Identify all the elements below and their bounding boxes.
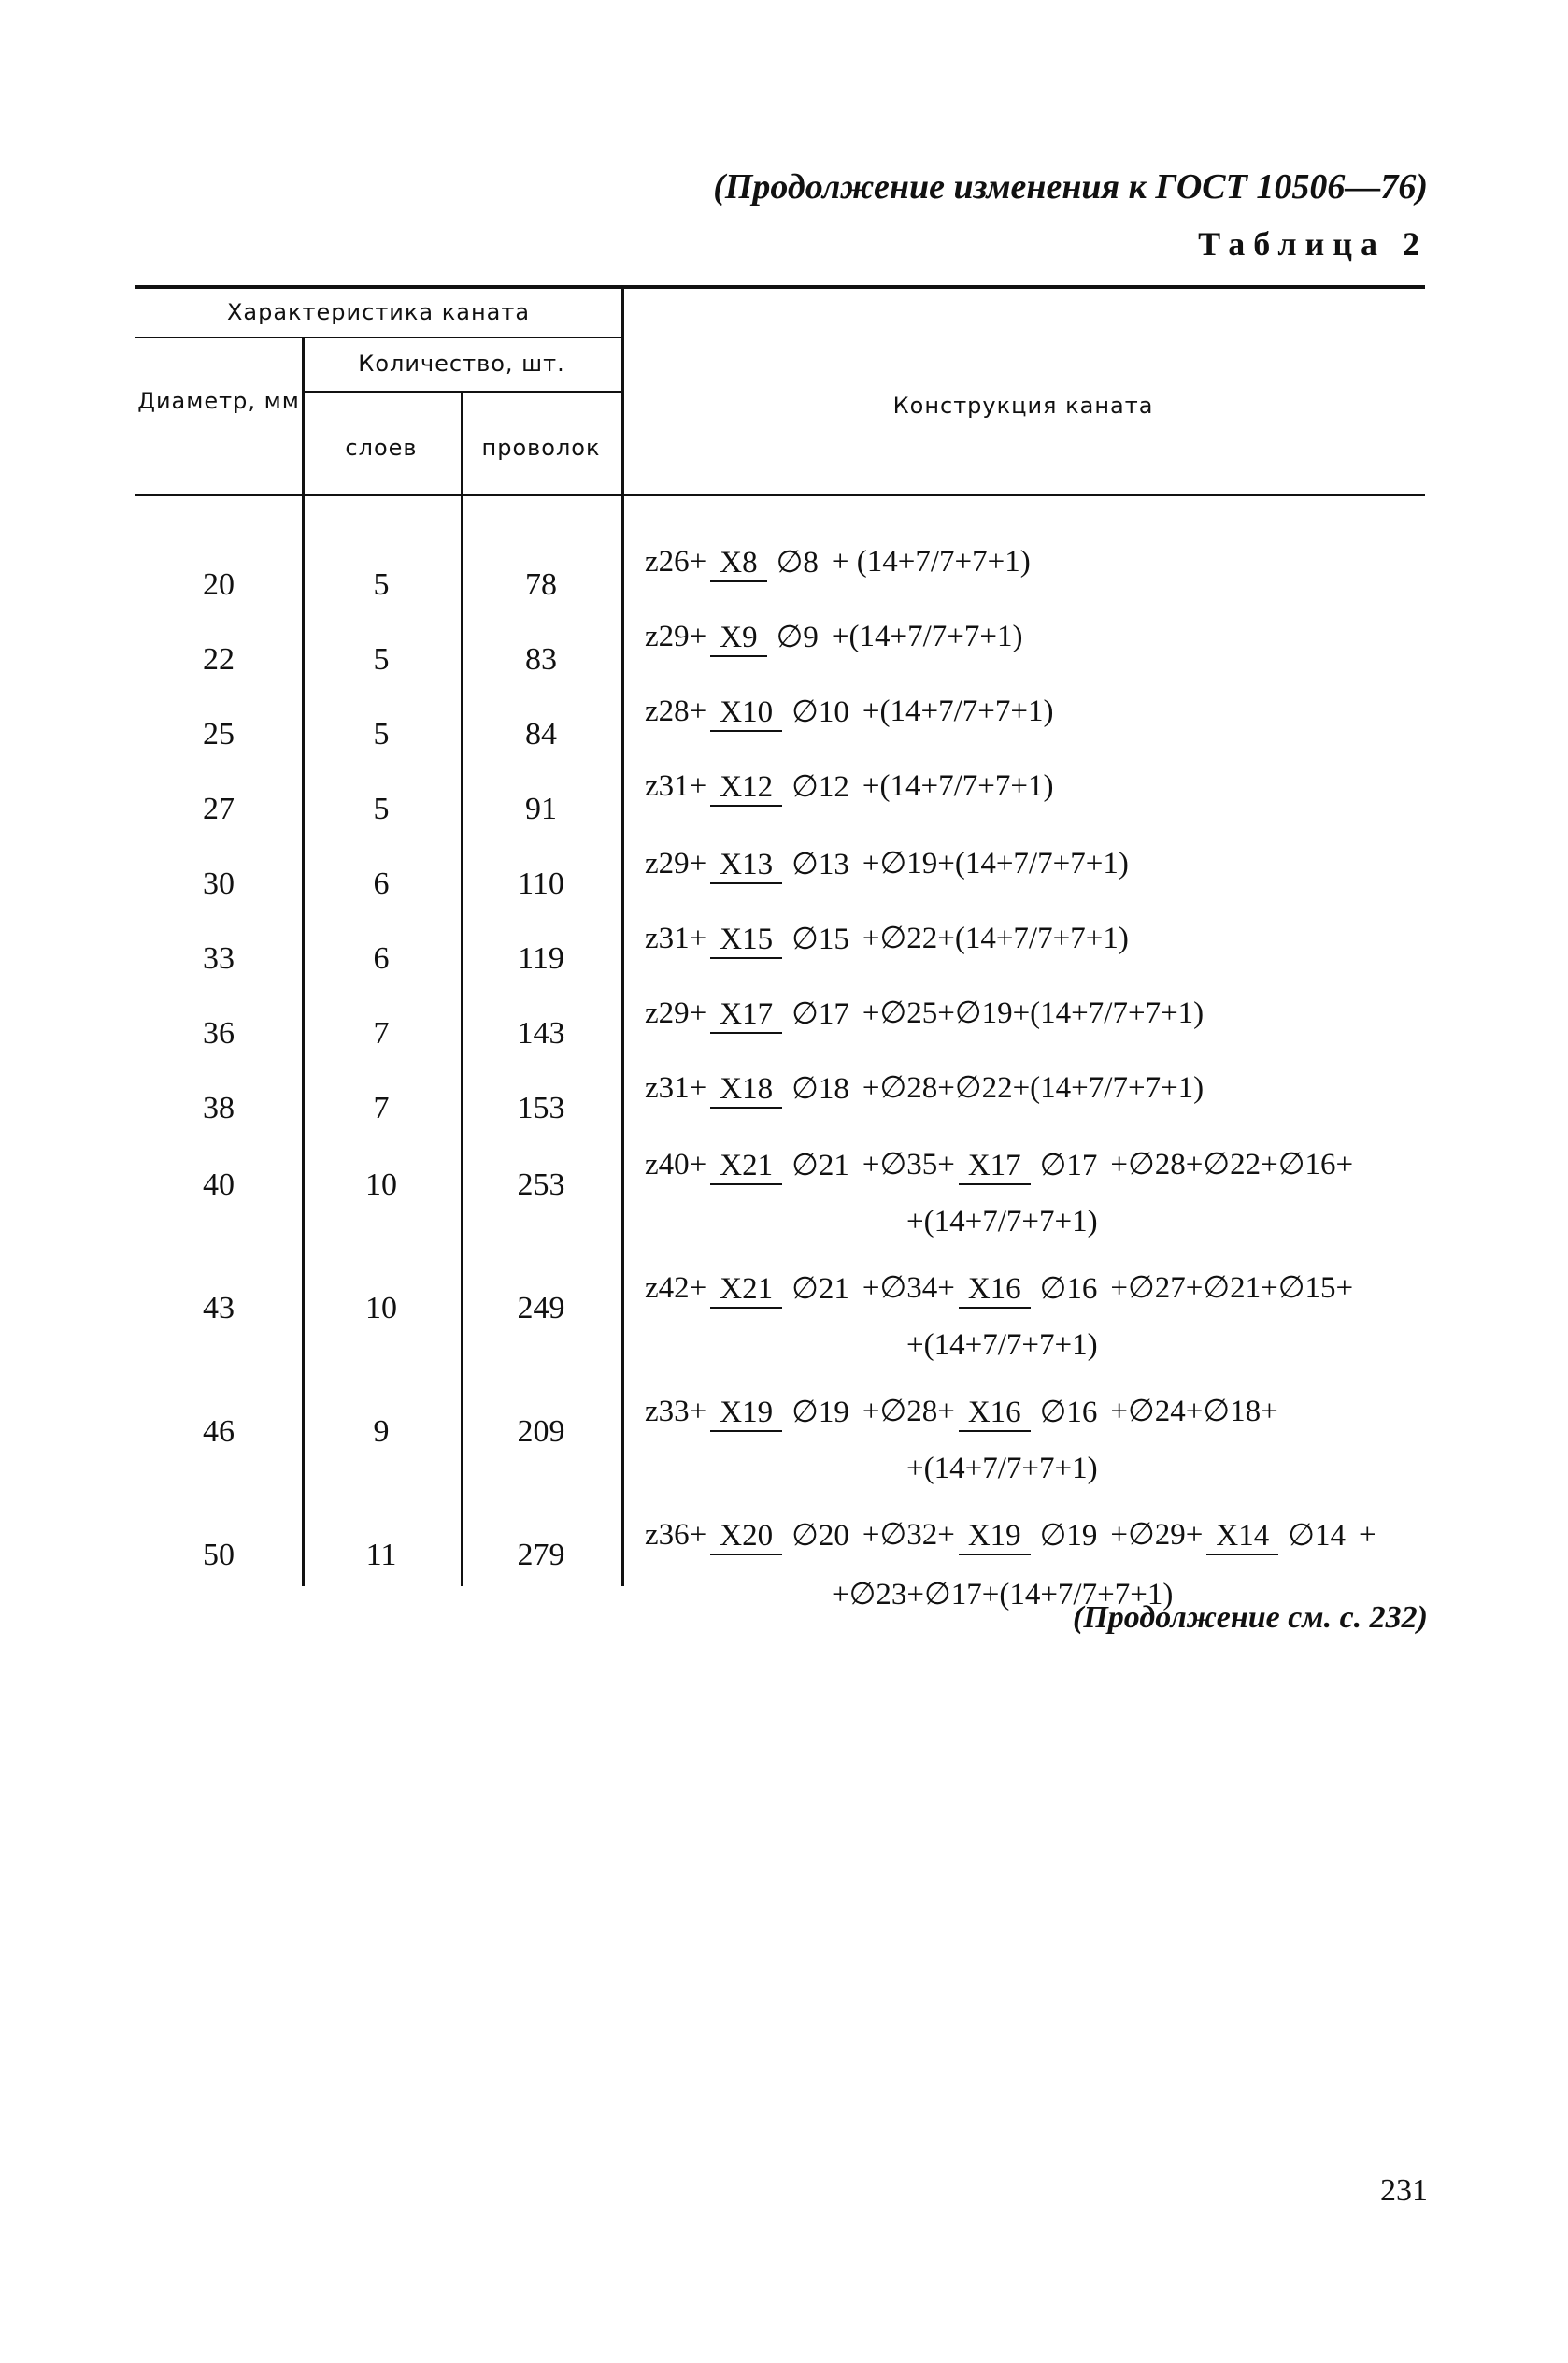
fraction-numerator: X12 (710, 769, 782, 807)
fraction-denominator: ∅19 (791, 1396, 849, 1430)
cell-diameter: 27 (203, 792, 235, 826)
formula-fraction (959, 1271, 1107, 1309)
cell-wires: 209 (517, 1414, 565, 1449)
page-header-continuation: (Продолжение изменения к ГОСТ 10506—76) (713, 167, 1428, 207)
formula-fraction (710, 545, 828, 582)
formula-fraction (959, 1395, 1107, 1432)
construction-formula (906, 1205, 1098, 1239)
fraction-numerator: X16 (959, 1271, 1031, 1309)
formula-term: z33+ (645, 1395, 707, 1428)
cell-wires: 119 (518, 941, 564, 976)
formula-fraction (710, 1071, 859, 1109)
footer-continuation-note: (Продолжение см. с. 232) (1073, 1600, 1428, 1635)
fraction-numerator: X18 (710, 1071, 782, 1109)
formula-term: +∅22+(14+7/7+7+1) (862, 922, 1129, 955)
formula-fraction (1206, 1518, 1355, 1555)
cell-layers: 5 (373, 792, 390, 826)
fraction-denominator: ∅21 (791, 1272, 849, 1307)
formula-term: z31+ (645, 1071, 707, 1105)
header-bottom-rule (135, 494, 1425, 496)
cell-diameter: 33 (203, 941, 235, 976)
wires-header: проволок (481, 435, 601, 461)
cell-wires: 84 (525, 717, 557, 752)
formula-term: +∅28+∅22+(14+7/7+7+1) (862, 1071, 1205, 1105)
cell-layers: 9 (373, 1414, 390, 1449)
fraction-denominator: ∅19 (1039, 1519, 1098, 1554)
formula-term: +(14+7/7+7+1) (831, 620, 1023, 653)
cell-layers: 6 (373, 941, 390, 976)
cell-diameter: 30 (203, 866, 235, 901)
page-number: 231 (1380, 2173, 1428, 2208)
count-header: Количество, шт. (358, 351, 565, 377)
formula-term: +(14+7/7+7+1) (906, 1205, 1098, 1239)
formula-term: +∅27+∅21+∅15+ (1110, 1271, 1354, 1305)
column-divider-wires (621, 289, 624, 1586)
cell-wires: 153 (517, 1091, 565, 1125)
layers-header: слоев (345, 435, 418, 461)
fraction-denominator: ∅10 (791, 695, 849, 730)
formula-term: z28+ (645, 695, 707, 728)
fraction-numerator: X10 (710, 695, 782, 732)
cell-diameter: 46 (203, 1414, 235, 1449)
construction-formula (645, 695, 1053, 732)
construction-formula (906, 1452, 1098, 1486)
formula-fraction (710, 1271, 859, 1309)
fraction-numerator: X17 (710, 996, 782, 1034)
formula-term: +∅28+ (862, 1395, 955, 1428)
formula-term: z31+ (645, 769, 707, 803)
table-top-rule (135, 285, 1425, 289)
construction-formula (906, 1328, 1098, 1363)
formula-term: +(14+7/7+7+1) (862, 769, 1054, 803)
construction-formula (645, 1068, 1204, 1109)
cell-diameter: 40 (203, 1167, 235, 1202)
fraction-numerator: X21 (710, 1271, 782, 1309)
cell-wires: 143 (517, 1016, 565, 1051)
formula-term: +∅25+∅19+(14+7/7+7+1) (862, 996, 1205, 1030)
fraction-numerator: X14 (1206, 1518, 1278, 1555)
cell-layers: 11 (365, 1538, 397, 1572)
cell-diameter: 38 (203, 1091, 235, 1125)
formula-term: z29+ (645, 847, 707, 881)
construction-formula (645, 919, 1129, 959)
formula-term: + (14+7/7+7+1) (831, 545, 1031, 579)
rope-table (135, 285, 1425, 1611)
construction-formula (645, 844, 1129, 884)
formula-term: +∅34+ (862, 1271, 955, 1305)
fraction-denominator: ∅8 (776, 546, 819, 580)
fraction-numerator: X9 (710, 620, 766, 657)
formula-term: z36+ (645, 1518, 707, 1552)
formula-term: +∅19+(14+7/7+7+1) (862, 847, 1129, 881)
construction-formula (645, 1515, 1376, 1555)
fraction-denominator: ∅21 (791, 1149, 849, 1183)
cell-diameter: 25 (203, 717, 235, 752)
fraction-numerator: X8 (710, 545, 766, 582)
formula-term: z40+ (645, 1148, 707, 1182)
cell-layers: 10 (365, 1291, 397, 1325)
formula-term: z29+ (645, 996, 707, 1030)
cell-layers: 7 (373, 1016, 390, 1051)
formula-term: +∅32+ (862, 1518, 955, 1552)
formula-fraction (710, 1395, 859, 1432)
formula-term: +(14+7/7+7+1) (906, 1328, 1098, 1362)
formula-fraction (710, 695, 859, 732)
cell-layers: 5 (373, 717, 390, 752)
construction-formula (645, 620, 1022, 657)
fraction-denominator: ∅13 (791, 848, 849, 882)
cell-diameter: 43 (203, 1291, 235, 1325)
cell-wires: 78 (525, 567, 557, 602)
formula-term: +∅29+ (1110, 1518, 1204, 1552)
formula-term: +∅35+ (862, 1148, 955, 1182)
construction-formula (645, 1392, 1278, 1432)
formula-term: +∅24+∅18+ (1110, 1395, 1278, 1428)
construction-formula (645, 545, 1031, 582)
formula-term: +∅28+∅22+∅16+ (1110, 1148, 1354, 1182)
fraction-numerator: X16 (959, 1395, 1031, 1432)
formula-term: z29+ (645, 620, 707, 653)
formula-term: +(14+7/7+7+1) (862, 695, 1054, 728)
fraction-denominator: ∅15 (791, 923, 849, 957)
diameter-header: Диаметр, мм (137, 388, 300, 414)
fraction-numerator: X20 (710, 1518, 782, 1555)
cell-wires: 110 (518, 866, 564, 901)
fraction-numerator: X21 (710, 1148, 782, 1185)
cell-wires: 249 (517, 1291, 565, 1325)
formula-fraction (710, 996, 859, 1034)
formula-term: z42+ (645, 1271, 707, 1305)
fraction-denominator: ∅12 (791, 770, 849, 805)
cell-wires: 253 (517, 1167, 565, 1202)
formula-term: z26+ (645, 545, 707, 579)
cell-diameter: 50 (203, 1538, 235, 1572)
formula-fraction (710, 769, 859, 807)
construction-formula (645, 1145, 1353, 1185)
fraction-denominator: ∅9 (776, 621, 819, 655)
fraction-denominator: ∅17 (1039, 1149, 1098, 1183)
construction-formula (645, 769, 1053, 807)
formula-term: z31+ (645, 922, 707, 955)
formula-fraction (710, 847, 859, 884)
cell-layers: 10 (365, 1167, 397, 1202)
formula-fraction (710, 922, 859, 959)
formula-fraction (710, 1148, 859, 1185)
cell-wires: 279 (517, 1538, 565, 1572)
cell-diameter: 22 (203, 642, 235, 677)
fraction-denominator: ∅16 (1039, 1272, 1098, 1307)
formula-fraction (710, 620, 828, 657)
cell-wires: 91 (525, 792, 557, 826)
fraction-denominator: ∅14 (1288, 1519, 1346, 1554)
construction-formula (645, 1268, 1353, 1309)
construction-formula (645, 994, 1204, 1034)
construction-header: Конструкция каната (892, 393, 1154, 419)
cell-layers: 7 (373, 1091, 390, 1125)
cell-diameter: 20 (203, 567, 235, 602)
formula-fraction (959, 1518, 1107, 1555)
cell-layers: 5 (373, 642, 390, 677)
fraction-denominator: ∅20 (791, 1519, 849, 1554)
cell-wires: 83 (525, 642, 557, 677)
formula-term: + (1358, 1518, 1376, 1552)
formula-fraction (710, 1518, 859, 1555)
fraction-denominator: ∅18 (791, 1072, 849, 1107)
fraction-numerator: X19 (710, 1395, 782, 1432)
cell-diameter: 36 (203, 1016, 235, 1051)
formula-term: +(14+7/7+7+1) (906, 1452, 1098, 1485)
fraction-denominator: ∅17 (791, 997, 849, 1032)
cell-layers: 5 (373, 567, 390, 602)
formula-fraction (959, 1148, 1107, 1185)
fraction-denominator: ∅16 (1039, 1396, 1098, 1430)
cell-layers: 6 (373, 866, 390, 901)
fraction-numerator: X19 (959, 1518, 1031, 1555)
fraction-numerator: X15 (710, 922, 782, 959)
group-header-rule (135, 337, 621, 338)
group-header-characteristics: Характеристика каната (226, 299, 531, 325)
fraction-numerator: X17 (959, 1148, 1031, 1185)
fraction-numerator: X13 (710, 847, 782, 884)
formula-term: +∅23+∅17+(14+7/7+7+1) (832, 1578, 1174, 1611)
table-label: Таблица 2 (1198, 225, 1428, 263)
